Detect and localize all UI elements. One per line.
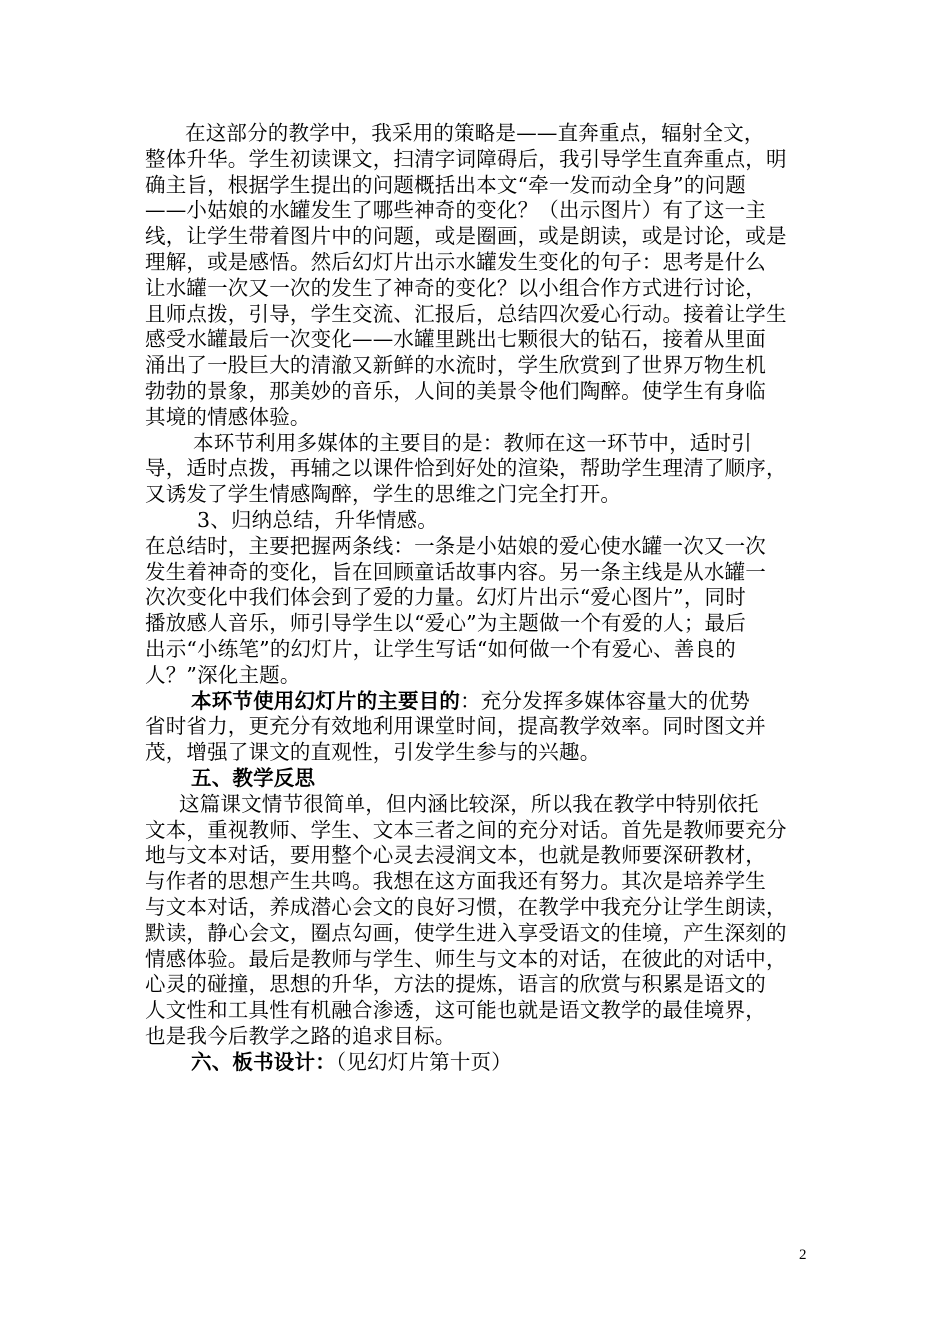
line-text: 播放感人音乐，师引导学生以“爱心”为主题做一个有爱的人；最后: [145, 611, 746, 636]
text-line: [145, 895, 815, 921]
text-line: [145, 792, 815, 818]
line-text: 线，让学生带着图片中的问题，或是圈画，或是朗读，或是讨论，或是: [145, 224, 787, 249]
line-text: 默读，静心会文，圈点勾画，使学生进入享受语文的佳境，产生深刻的: [145, 920, 787, 945]
text-line: [145, 198, 815, 224]
text-line: [145, 560, 815, 586]
line-text: 文本，重视教师、学生、文本三者之间的充分对话。首先是教师要充分: [145, 817, 787, 842]
line-text: ：充分发挥多媒体容量大的优势: [460, 688, 750, 713]
text-line: [145, 947, 815, 973]
text-line: [145, 766, 815, 792]
text-line: [145, 534, 815, 560]
line-text: 其境的情感体验。: [145, 404, 311, 429]
text-line: [145, 818, 815, 844]
line-text: 本环节利用多媒体的主要目的是：教师在这一环节中，适时引: [193, 430, 752, 455]
line-text: 与文本对话，养成潜心会文的良好习惯，在教学中我充分让学生朗读，: [145, 894, 787, 919]
line-text: 整体升华。学生初读课文，扫清字词障碍后，我引导学生直奔重点，明: [145, 146, 787, 171]
text-line: [145, 431, 815, 457]
text-line: [145, 482, 815, 508]
line-text: 人文性和工具性有机融合渗透，这可能也就是语文教学的最佳境界，: [145, 998, 766, 1023]
line-text: 省时省力，更充分有效地利用课堂时间，提高教学效率。同时图文并: [145, 714, 766, 739]
text-line: [145, 611, 815, 637]
line-text: 人？”深化主题。: [145, 662, 301, 687]
line-text: 勃勃的景象，那美妙的音乐，人间的美景令他们陶醉。使学生有身临: [145, 378, 766, 403]
line-text: 与作者的思想产生共鸣。我想在这方面我还有努力。其次是培养学生: [145, 869, 766, 894]
line-text: 理解，或是感悟。然后幻灯片出示水罐发生变化的句子：思考是什么: [145, 249, 766, 274]
text-line: [145, 508, 815, 534]
line-text: 情感体验。最后是教师与学生、师生与文本的对话，在彼此的对话中，: [145, 946, 787, 971]
line-text: 且师点拨，引导，学生交流、汇报后，总结四次爱心行动。接着让学生: [145, 301, 787, 326]
line-text: 在这部分的教学中，我采用的策略是——直奔重点，辐射全文，: [185, 121, 765, 145]
text-line: [145, 843, 815, 869]
line-text: 这篇课文情节很简单，但内涵比较深，所以我在教学中特别依托: [179, 791, 759, 816]
text-line: [145, 353, 815, 379]
line-text: 3、归纳总结，升华情感。: [197, 507, 438, 532]
text-line: [145, 1050, 815, 1076]
text-line: [145, 714, 815, 740]
line-text: 涌出了一股巨大的清澈又新鲜的水流时，学生欣赏到了世界万物生机: [145, 353, 766, 378]
page-number: 2: [799, 1247, 807, 1263]
text-line: [145, 637, 815, 663]
body-text: [145, 121, 815, 1075]
line-text: 确主旨，根据学生提出的问题概括出本文“牵一发而动全身”的问题: [145, 172, 746, 197]
text-line: [145, 740, 815, 766]
line-text: 在总结时，主要把握两条线：一条是小姑娘的爱心使水罐一次又一次: [145, 533, 766, 558]
line-text: 又诱发了学生情感陶醉，学生的思维之门完全打开。: [145, 482, 622, 507]
line-text: 次次变化中我们体会到了爱的力量。幻灯片出示“爱心图片”，同时: [145, 585, 746, 610]
text-line: [145, 998, 815, 1024]
text-line: [145, 405, 815, 431]
text-line: [145, 585, 815, 611]
bold-heading: 五、教学反思: [191, 765, 316, 790]
line-text: 出示“小练笔”的幻灯片，让学生写话“如何做一个有爱心、善良的: [145, 636, 736, 661]
text-line: [145, 121, 815, 147]
text-line: [145, 456, 815, 482]
text-line: [145, 224, 815, 250]
line-text: 导，适时点拨，再辅之以课件恰到好处的渲染，帮助学生理清了顺序，: [145, 456, 787, 481]
text-line: [145, 379, 815, 405]
line-text: 地与文本对话，要用整个心灵去浸润文本，也就是教师要深研教材，: [145, 843, 766, 868]
line-text: ——小姑娘的水罐发生了哪些神奇的变化？（出示图片）有了这一主: [145, 198, 766, 223]
line-text: 茂，增强了课文的直观性，引发学生参与的兴趣。: [145, 740, 601, 765]
text-line: [145, 147, 815, 173]
text-line: [145, 869, 815, 895]
bold-heading: 本环节使用幻灯片的主要目的: [191, 688, 461, 713]
text-line: [145, 972, 815, 998]
line-text: 让水罐一次又一次的发生了神奇的变化？以小组合作方式进行讨论，: [145, 275, 766, 300]
line-text: 也是我今后教学之路的追求目标。: [145, 1023, 456, 1048]
text-line: [145, 663, 815, 689]
bold-heading: 六、板书设计：: [191, 1049, 336, 1074]
text-line: [145, 1024, 815, 1050]
text-line: [145, 302, 815, 328]
text-line: [145, 327, 815, 353]
line-text: 感受水罐最后一次变化——水罐里跳出七颗很大的钻石，接着从里面: [145, 327, 766, 352]
line-text: 发生着神奇的变化，旨在回顾童话故事内容。另一条主线是从水罐一: [145, 559, 766, 584]
text-line: [145, 921, 815, 947]
text-line: [145, 250, 815, 276]
text-line: [145, 173, 815, 199]
line-text: 心灵的碰撞，思想的升华，方法的提炼，语言的欣赏与积累是语文的: [145, 972, 766, 997]
line-text: （见幻灯片第十页）: [335, 1049, 512, 1074]
text-line: [145, 276, 815, 302]
text-line: [145, 689, 815, 715]
